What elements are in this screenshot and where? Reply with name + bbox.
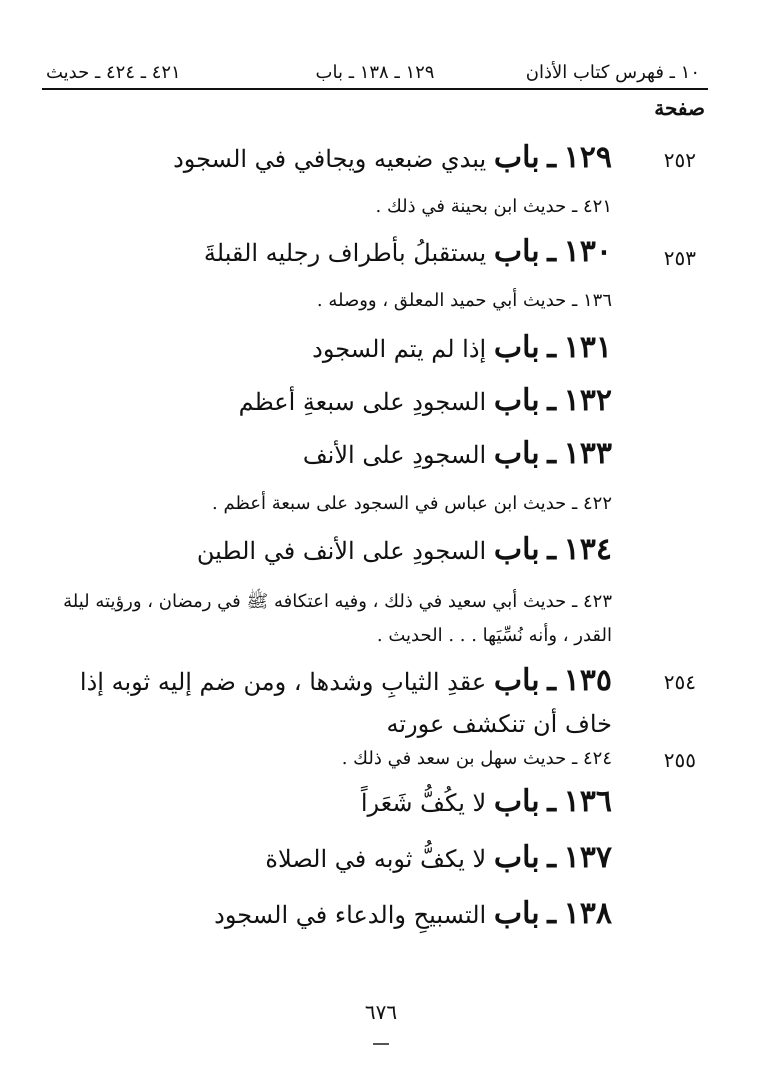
index-entry-hadith [0,585,762,657]
bab-number: ١٣٠ [563,234,612,269]
bab-dash: ـ [547,532,557,567]
bab-number: ١٣٧ [563,840,612,875]
bab-dash: ـ [547,896,557,931]
footer-rule [373,1043,389,1045]
hadith-text: ١٣٦ ـ حديث أبي حميد المعلق ، ووصله . [316,290,612,311]
bab-dash: ـ [547,140,557,175]
header-chapter-range: ١٢٩ ـ ١٣٨ ـ باب [315,62,435,83]
hadith-text: ٤٢٤ ـ حديث سهل بن سعد في ذلك . [341,748,612,769]
bab-keyword: باب [493,840,540,875]
bab-keyword: باب [493,532,540,567]
bab-dash: ـ [547,784,557,819]
page-number: ٦٧٦ [364,1000,398,1024]
index-entry-hadith [0,748,762,788]
bab-heading [38,660,612,745]
bab-title: لا يكفُّ ثوبه في الصلاة [265,845,487,873]
bab-keyword: باب [493,663,540,698]
bab-number: ١٣٥ [563,663,612,698]
index-entry-bab [0,840,762,880]
header-hadith-range: ٤٢١ ـ ٤٢٤ ـ حديث [46,62,181,83]
bab-title: لا يكُفُّ شَعَراً [360,789,487,817]
bab-title: يبدي ضبعيه ويجافي في السجود [173,145,487,173]
bab-dash: ـ [547,330,557,365]
index-entry-bab [0,784,762,824]
bab-keyword: باب [493,140,540,175]
bab-dash: ـ [547,383,557,418]
bab-heading [30,330,612,365]
bab-heading [30,896,612,931]
bab-number: ١٢٩ [563,140,612,175]
page-ref: ٢٥٥ [663,748,696,772]
bab-number: ١٣١ [563,330,612,365]
bab-dash: ـ [547,840,557,875]
index-entry-bab [0,140,762,180]
bab-number: ١٣٨ [563,896,612,931]
running-header [42,58,708,90]
bab-number: ١٣٣ [563,436,612,471]
bab-number: ١٣٢ [563,383,612,418]
bab-number: ١٣٦ [563,784,612,819]
bab-keyword: باب [493,330,540,365]
index-entry-bab [0,383,762,423]
index-entry-hadith [0,493,762,533]
bab-title: عقدِ الثيابِ وشدها ، ومن ضم إليه ثوبه إذا خاف أن تنكشف عورته [79,668,612,738]
page-ref: ٢٥٣ [663,246,696,270]
bab-title: يستقبلُ بأطراف رجليه القبلةَ [203,239,487,267]
bab-heading [30,234,612,269]
bab-title: إذا لم يتم السجود [312,335,487,363]
page-column-label: صفحة [654,96,705,120]
bab-keyword: باب [493,436,540,471]
index-entry-bab [0,532,762,572]
index-entry-bab [0,436,762,476]
bab-title: التسبيحِ والدعاء في السجود [214,901,487,929]
bab-heading [30,532,612,567]
bab-number: ١٣٤ [563,532,612,567]
bab-heading [30,784,612,819]
bab-heading [30,140,612,175]
bab-keyword: باب [493,896,540,931]
bab-dash: ـ [547,663,557,698]
bab-title: السجودِ على الأنف [302,441,487,469]
index-entry-hadith [0,196,762,236]
index-entry-hadith [0,290,762,330]
header-section-title: ١٠ ـ فهرس كتاب الأذان [525,62,700,83]
page-ref: ٢٥٤ [663,670,696,694]
bab-keyword: باب [493,234,540,269]
bab-keyword: باب [493,784,540,819]
index-entry-bab [0,330,762,370]
bab-dash: ـ [547,436,557,471]
bab-heading [30,840,612,875]
bab-heading [30,436,612,471]
bab-heading [30,383,612,418]
bab-title: السجودِ على الأنف في الطين [196,537,487,565]
index-entry-bab [0,234,762,274]
index-entry-bab [0,660,762,740]
bab-title: السجودِ على سبعةِ أعظم [238,388,487,416]
hadith-text: ٤٢٣ ـ حديث أبي سعيد في ذلك ، وفيه اعتكافه ﷺ في رمضان ، ورؤيته ليلة القدر ، وأنه نُسِّيَها . . . الحديث . [63,591,612,646]
bab-keyword: باب [493,383,540,418]
bab-dash: ـ [547,234,557,269]
index-entry-bab [0,896,762,936]
page-ref: ٢٥٢ [663,148,696,172]
hadith-text: ٤٢٢ ـ حديث ابن عباس في السجود على سبعة أعظم . [212,493,612,514]
hadith-text: ٤٢١ ـ حديث ابن بحينة في ذلك . [375,196,612,217]
